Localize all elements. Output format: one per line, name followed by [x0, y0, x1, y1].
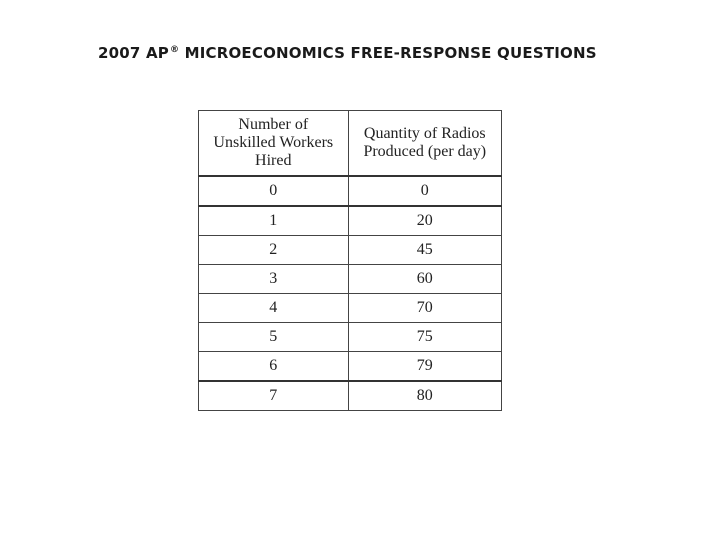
header-workers-line: Unskilled Workers [213, 134, 334, 151]
table-row [199, 236, 502, 265]
table-row [199, 206, 502, 236]
cell-workers: 1 [199, 206, 349, 236]
cell-radios: 20 [348, 206, 501, 236]
header-workers-line: Number of [238, 116, 309, 133]
cell-radios: 0 [348, 176, 501, 206]
page-title [98, 44, 597, 62]
table-row [199, 176, 502, 206]
header-workers-line: Hired [255, 152, 292, 169]
cell-radios: 60 [348, 265, 501, 294]
cell-radios: 70 [348, 294, 501, 323]
table-row [199, 381, 502, 411]
cell-radios: 80 [348, 381, 501, 411]
cell-radios: 79 [348, 352, 501, 382]
header-radios-line: Quantity of Radios [363, 125, 486, 142]
page-title-main: 2007 AP [98, 44, 169, 62]
registered-mark: ® [169, 45, 180, 55]
cell-workers: 0 [199, 176, 349, 206]
cell-workers: 3 [199, 265, 349, 294]
table-row [199, 265, 502, 294]
cell-workers: 6 [199, 352, 349, 382]
workers-radios-table [198, 110, 502, 411]
cell-workers: 4 [199, 294, 349, 323]
header-workers [199, 111, 349, 177]
table-row [199, 323, 502, 352]
cell-workers: 7 [199, 381, 349, 411]
cell-radios: 45 [348, 236, 501, 265]
cell-workers: 2 [199, 236, 349, 265]
table-row [199, 352, 502, 382]
page-title-rest: MICROECONOMICS FREE-RESPONSE QUESTIONS [179, 44, 597, 62]
cell-workers: 5 [199, 323, 349, 352]
cell-radios: 75 [348, 323, 501, 352]
table-row [199, 294, 502, 323]
table-header-row [199, 111, 502, 177]
header-radios-line: Produced (per day) [363, 143, 487, 160]
header-radios [348, 111, 501, 177]
